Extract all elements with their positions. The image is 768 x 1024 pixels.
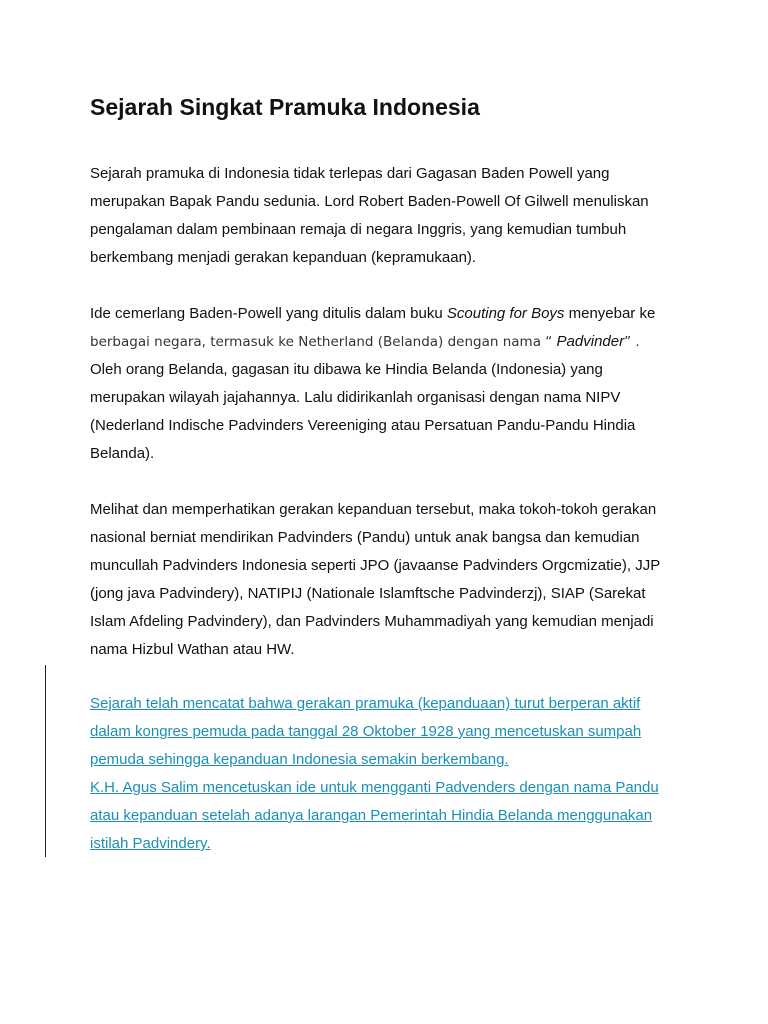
paragraph-line: Melihat dan memperhatikan gerakan kepanduan tersebut, maka tokoh-tokoh gerakan [90, 501, 657, 518]
change-bar [45, 665, 46, 857]
hyperlink-line[interactable]: dalam kongres pemuda pada tanggal 28 Oktober 1928 yang mencetuskan sumpah [90, 723, 642, 740]
hyperlink-line[interactable]: atau kepanduan setelah adanya larangan Pemerintah Hindia Belanda menggunakan [90, 807, 653, 824]
text-run: ” . [624, 334, 640, 350]
paragraph-line: Belanda). [90, 445, 155, 462]
hyperlink-line[interactable]: istilah Padvindery. [90, 835, 211, 852]
document-page [90, 88, 690, 858]
hyperlink-line[interactable]: pemuda sehingga kepanduan Indonesia semakin berkembang. [90, 751, 509, 768]
text-run: Ide cemerlang Baden-Powell yang ditulis dalam buku [90, 305, 447, 322]
paragraph-line: nama Hizbul Wathan atau HW. [90, 641, 295, 658]
paragraph-line: berkembang menjadi gerakan kepanduan (kepramukaan). [90, 249, 477, 266]
paragraph-line: muncullah Padvinders Indonesia seperti JPO (javaanse Padvinders Orgcmizatie), JJP [90, 557, 661, 574]
paragraph-line: (Nederland Indische Padvinders Vereeniging atau Persatuan Pandu-Pandu Hindia [90, 417, 636, 434]
paragraph-line [90, 328, 690, 356]
paragraph-padvinders [90, 496, 690, 664]
document-title: Sejarah Singkat Pramuka Indonesia [90, 94, 480, 120]
paragraph-line: merupakan wilayah jajahannya. Lalu didirikanlah organisasi dengan nama NIPV [90, 389, 621, 406]
text-run: menyebar ke [564, 305, 656, 322]
paragraph-line: Oleh orang Belanda, gagasan itu dibawa ke Hindia Belanda (Indonesia) yang [90, 361, 603, 378]
book-title: Scouting for Boys [446, 305, 565, 322]
text-run: berbagai negara, termasuk ke Netherland (Belanda) dengan nama “ [90, 334, 557, 350]
paragraph-intro [90, 160, 690, 272]
paragraph-line: pengalaman dalam pembinaan remaja di negara Inggris, yang kemudian tumbuh [90, 221, 627, 238]
paragraph-line [90, 300, 690, 328]
paragraph-line: Islam Afdeling Padvindery), dan Padvinders Muhammadiyah yang kemudian menjadi [90, 613, 654, 630]
hyperlink-line[interactable]: Sejarah telah mencatat bahwa gerakan pramuka (kepanduaan) turut berperan aktif [90, 695, 641, 712]
paragraph-line: merupakan Bapak Pandu sedunia. Lord Robert Baden-Powell Of Gilwell menuliskan [90, 193, 649, 210]
term-padvinder: Padvinder [556, 333, 625, 350]
hyperlink-line[interactable]: K.H. Agus Salim mencetuskan ide untuk mengganti Padvenders dengan nama Pandu [90, 779, 659, 796]
paragraph-linked-history [90, 690, 690, 858]
paragraph-baden-powell [90, 300, 690, 468]
paragraph-line: (jong java Padvindery), NATIPIJ (Nationale Islamftsche Padvinderzj), SIAP (Sarekat [90, 585, 646, 602]
paragraph-line: Sejarah pramuka di Indonesia tidak terlepas dari Gagasan Baden Powell yang [90, 165, 610, 182]
paragraph-line: nasional berniat mendirikan Padvinders (Pandu) untuk anak bangsa dan kemudian [90, 529, 640, 546]
